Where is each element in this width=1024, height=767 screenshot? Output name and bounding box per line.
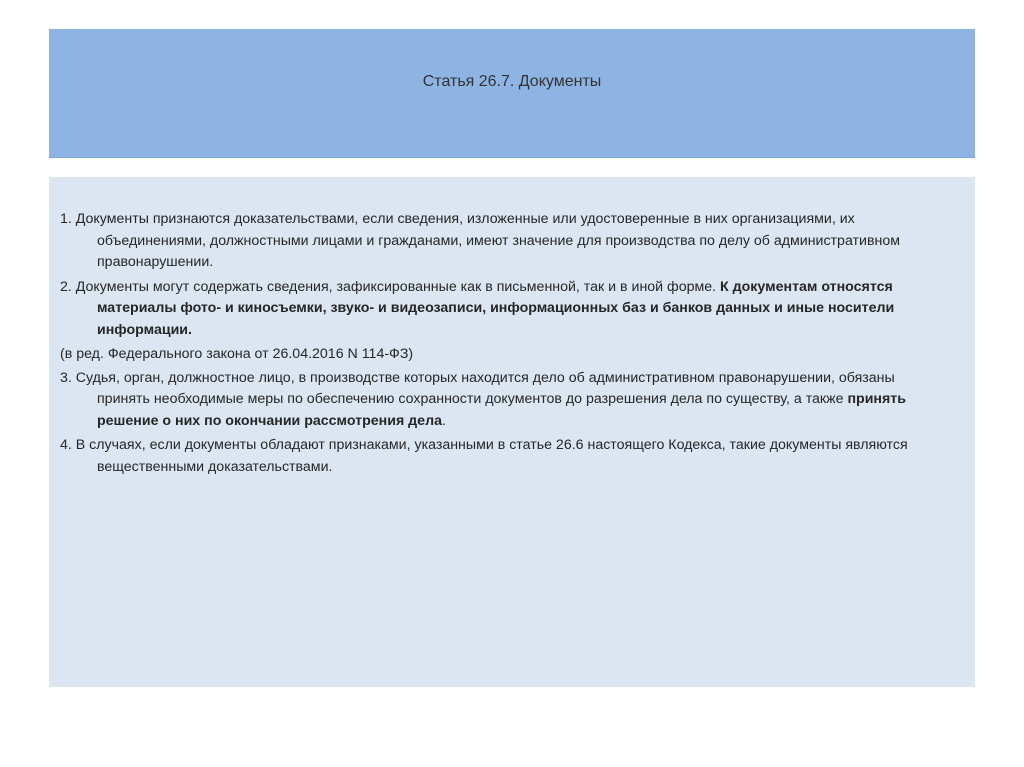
paragraph-3 <box>60 368 951 433</box>
paragraph-1 <box>60 209 951 274</box>
paragraph-text: 1. Документы признаются доказательствами, если сведения, изложенные или удостоверенные в них организациями, их объединениями, должностными лицами и гражданами, имеют значение для производства по делу об административном правонарушении. <box>60 211 900 270</box>
paragraph-bold-text: принять решение о них по окончании рассмотрения дела <box>97 391 906 429</box>
paragraph-4 <box>60 435 951 478</box>
slide-title: Статья 26.7. Документы <box>422 73 602 90</box>
paragraph-bold-text: К документам относятся материалы фото- и киносъемки, звуко- и видеозаписи, информационных баз и банков данных и иные носители информации. <box>97 278 895 338</box>
note-text: (в ред. Федерального закона от 26.04.2016 N 114-ФЗ) <box>60 346 414 362</box>
paragraph-2 <box>60 277 951 342</box>
content-box <box>49 177 975 687</box>
title-box <box>49 29 975 158</box>
paragraph-text: 4. В случаях, если документы обладают признаками, указанными в статье 26.6 настоящего Кодекса, такие документы являются вещественными доказательствами. <box>60 437 908 475</box>
paragraph-text: . <box>441 412 446 429</box>
paragraph-text: 3. Судья, орган, должностное лицо, в производстве которых находится дело об административном правонарушении, обязаны принять необходимые меры по обеспечению сохранности документов до разрешения дела по существу, а также <box>60 369 895 407</box>
amendment-note <box>60 344 951 366</box>
paragraph-text: 2. Документы могут содержать сведения, зафиксированные как в письменной, так и в иной форме. <box>60 278 721 295</box>
